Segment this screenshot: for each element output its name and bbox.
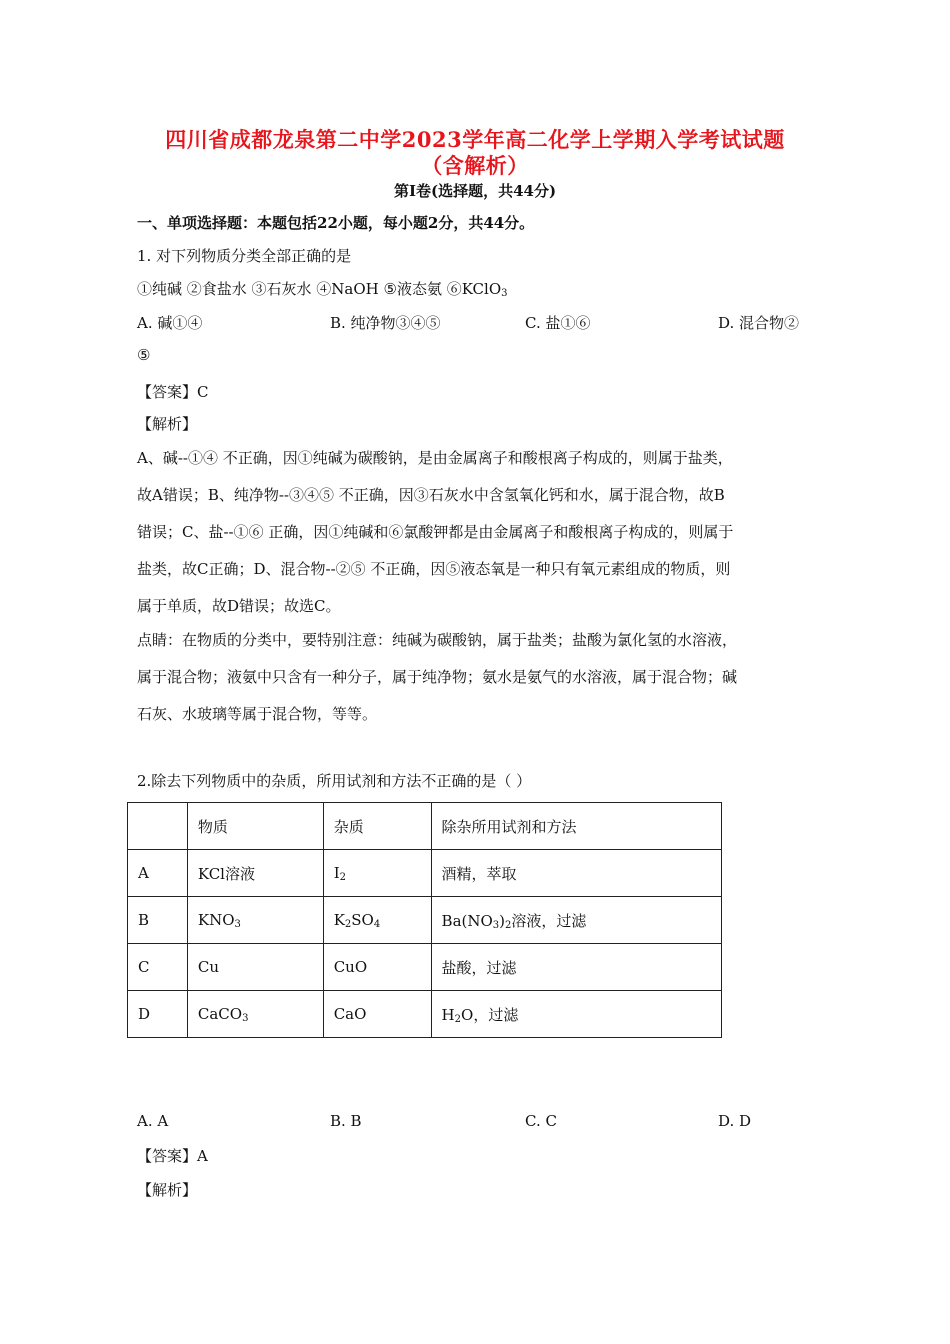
- q2-analysis-label: 【解析】: [137, 1181, 198, 1199]
- table-row: [128, 944, 722, 991]
- impurity-cell: $K_2SO_4$: [323, 897, 431, 944]
- substance-cell: KCl溶液: [187, 850, 323, 897]
- q1-option-b: B. 纯净物③④⑤: [330, 314, 441, 332]
- method-cell: $H_2O$，过滤: [431, 991, 721, 1038]
- table-row: [128, 897, 722, 944]
- q1-analysis-label: 【解析】: [137, 415, 198, 433]
- impurity-cell: CuO: [323, 944, 431, 991]
- table-header-cell: 除杂所用试剂和方法: [431, 803, 721, 850]
- q1-option-d-wrap: ⑤: [137, 346, 151, 364]
- q1-answer: 【答案】C: [137, 383, 209, 401]
- method-cell: 酒精，萃取: [431, 850, 721, 897]
- substance-cell: Cu: [187, 944, 323, 991]
- q1-items: ①纯碱 ②食盐水 ③石灰水 ④NaOH ⑤液态氨 ⑥KClO$_3$: [137, 280, 508, 299]
- q2-option-b: B. B: [330, 1112, 362, 1130]
- row-label: A: [128, 850, 188, 897]
- substance-cell: $KNO_3$: [187, 897, 323, 944]
- table-row: [128, 991, 722, 1038]
- document-title: 四川省成都龙泉第二中学2023学年高二化学上学期入学考试试题: [165, 127, 785, 152]
- row-label: B: [128, 897, 188, 944]
- q1-option-c: C. 盐①⑥: [525, 314, 591, 332]
- q2-option-d: D. D: [718, 1112, 752, 1130]
- row-label: D: [128, 991, 188, 1038]
- q1-analysis-line: 故A错误；B、纯净物--③④⑤ 不正确，因③石灰水中含氢氧化钙和水，属于混合物，故B: [137, 486, 725, 504]
- q1-analysis-line: 盐类，故C正确；D、混合物--②⑤ 不正确，因⑤液态氧是一种只有氧元素组成的物质，则: [137, 560, 731, 578]
- q2-stem: 2.除去下列物质中的杂质，所用试剂和方法不正确的是（ ）: [137, 772, 532, 790]
- part-heading: 一、单项选择题：本题包括22小题，每小题2分，共44分。: [137, 214, 535, 232]
- q1-comment-line: 石灰、水玻璃等属于混合物，等等。: [137, 705, 378, 723]
- q2-option-c: C. C: [525, 1112, 557, 1130]
- method-cell: 盐酸，过滤: [431, 944, 721, 991]
- table-row: [128, 850, 722, 897]
- substance-cell: CaCO$_3$: [187, 991, 323, 1038]
- q1-option-a: A. 碱①④: [137, 314, 203, 332]
- q1-option-d: D. 混合物②: [718, 314, 800, 332]
- table-header-cell: [128, 803, 188, 850]
- q1-analysis-line: 错误；C、盐--①⑥ 正确，因①纯碱和⑥氯酸钾都是由金属离子和酸根离子构成的，则属于: [137, 523, 734, 541]
- section-heading: 第Ⅰ卷(选择题，共44分): [393, 182, 557, 200]
- q2-table: [127, 802, 722, 1038]
- table-header-cell: 杂质: [323, 803, 431, 850]
- impurity-cell: CaO: [323, 991, 431, 1038]
- q1-analysis-line: A、碱--①④ 不正确，因①纯碱为碳酸钠，是由金属离子和酸根离子构成的，则属于盐类，: [137, 449, 733, 467]
- table-header-row: [128, 803, 722, 850]
- q2-option-a: A. A: [137, 1112, 169, 1130]
- q1-comment-line: 属于混合物；液氨中只含有一种分子，属于纯净物；氨水是氨气的水溶液，属于混合物；碱: [137, 668, 738, 686]
- row-label: C: [128, 944, 188, 991]
- q1-analysis-line: 属于单质，故D错误；故选C。: [137, 597, 341, 615]
- impurity-cell: $I_2$: [323, 850, 431, 897]
- q2-answer: 【答案】A: [137, 1147, 208, 1165]
- document-title-suffix: （含解析）: [421, 153, 529, 178]
- table-header-cell: 物质: [187, 803, 323, 850]
- method-cell: $Ba(NO_3)_2$溶液，过滤: [431, 897, 721, 944]
- q1-comment-line: 点睛：在物质的分类中，要特别注意：纯碱为碳酸钠，属于盐类；盐酸为氯化氢的水溶液，: [137, 631, 738, 649]
- q1-stem: 1. 对下列物质分类全部正确的是: [137, 247, 352, 265]
